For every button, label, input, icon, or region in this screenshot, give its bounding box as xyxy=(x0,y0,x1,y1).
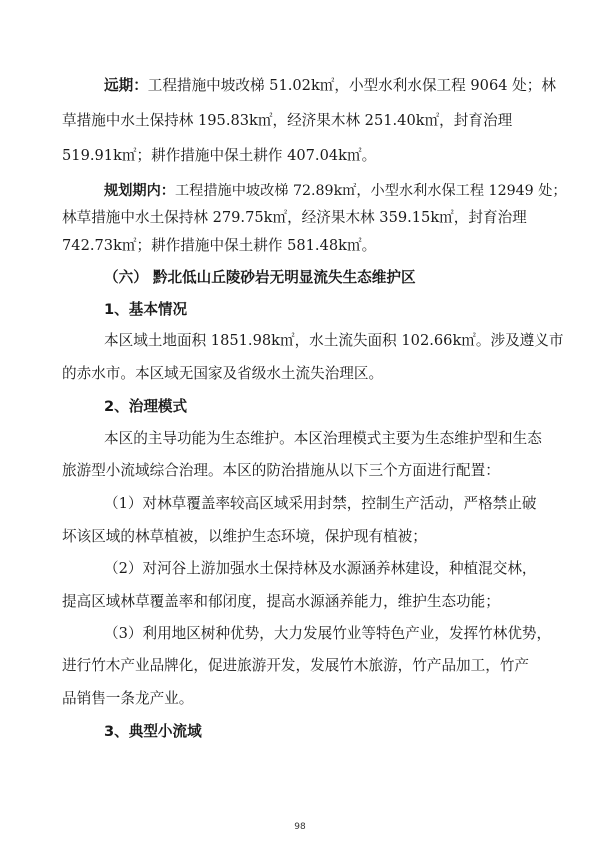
far-term-label: 远期： xyxy=(104,77,148,94)
mode-line-1: 本区的主导功能为生态维护。本区治理模式主要为生态维护型和生态 xyxy=(104,430,542,447)
measure-3-line-2: 进行竹木产业品牌化，促进旅游开发，发展竹木旅游，竹产品加工，竹产 xyxy=(62,657,530,674)
far-term-text: 工程措施中坡改梯 51.02k㎡，小型水利水保工程 9064 处；林 xyxy=(147,77,556,94)
heading-typical-watershed: 3、典型小流域 xyxy=(104,723,202,740)
measure-1-line-1: （1）对林草覆盖率较高区域采用封禁，控制生产活动，严格禁止破 xyxy=(104,495,537,512)
plan-period-line-3: 742.73k㎡；耕作措施中保土耕作 581.48k㎡。 xyxy=(62,237,377,254)
mode-line-2: 旅游型小流域综合治理。本区的防治措施从以下三个方面进行配置： xyxy=(62,462,500,479)
measure-1-line-2: 坏该区域的林草植被，以维护生态环境，保护现有植被； xyxy=(62,528,427,545)
plan-period-line-1 xyxy=(104,181,567,201)
far-term-line-1 xyxy=(104,76,556,96)
measure-3-line-1: （3）利用地区树种优势，大力发展竹业等特色产业，发挥竹林优势， xyxy=(104,625,552,642)
basic-line-1: 本区域土地面积 1851.98k㎡，水土流失面积 102.66k㎡。涉及遵义市 xyxy=(104,332,564,349)
heading-governance-mode: 2、治理模式 xyxy=(104,398,188,415)
plan-period-line-2: 林草措施中水土保持林 279.75k㎡，经济果木林 359.15k㎡，封育治理 xyxy=(62,209,527,226)
measure-3-line-3: 品销售一条龙产业。 xyxy=(62,690,194,707)
measure-2-line-1: （2）对河谷上游加强水土保持林及水源涵养林建设，种植混交林， xyxy=(104,560,537,577)
heading-basic-situation: 1、基本情况 xyxy=(104,301,188,318)
far-term-line-2: 草措施中水土保持林 195.83k㎡，经济果木林 251.40k㎡，封育治理 xyxy=(62,112,513,129)
far-term-line-3: 519.91k㎡；耕作措施中保土耕作 407.04k㎡。 xyxy=(62,147,377,164)
plan-period-label: 规划期内： xyxy=(104,183,175,199)
measure-2-line-2: 提高区域林草覆盖率和郁闭度，提高水源涵养能力，维护生态功能； xyxy=(62,593,500,610)
plan-period-text: 工程措施中坡改梯 72.89k㎡，小型水利水保工程 12949 处； xyxy=(174,183,567,199)
page-number: 98 xyxy=(294,822,306,832)
basic-line-2: 的赤水市。本区域无国家及省级水土流失治理区。 xyxy=(62,365,384,382)
section-six-title: （六） 黔北低山丘陵砂岩无明显流失生态维护区 xyxy=(104,269,416,286)
